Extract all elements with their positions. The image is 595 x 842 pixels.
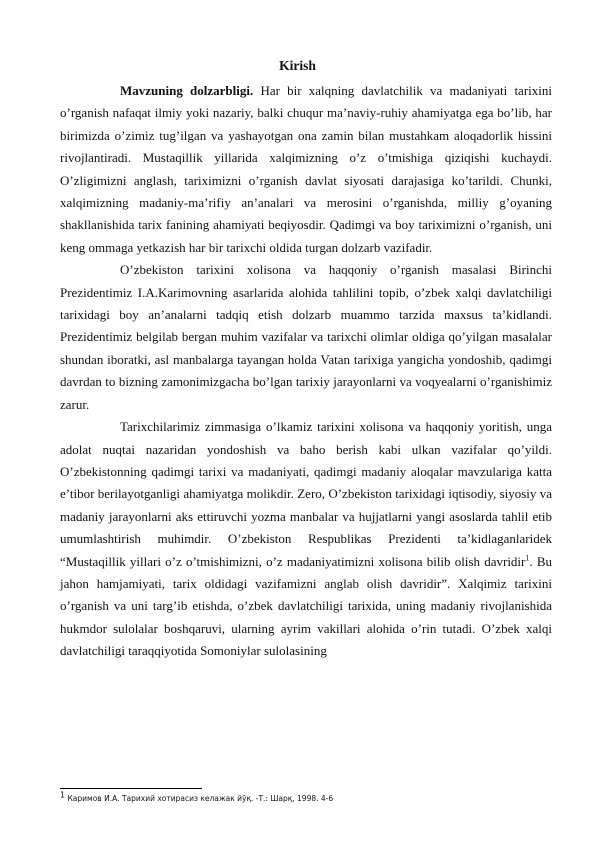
footnote-separator	[60, 788, 202, 789]
paragraph-historians-task	[60, 416, 552, 662]
footnote-mark: 1	[60, 790, 66, 800]
body-text	[60, 80, 552, 663]
paragraph-text: . Bu jahon hamjamiyati, tarix oldidagi vazifamizni anglab olish davridir”. Xalqimiz tarixini o’rganish va uni targ’ib etishda, o’zbek davlatchiligi tarixida, uning madaniy rivojlanishida hukmdor sulolalar boshqaruvi, ularning ayrim vakillari alohida o’rin tutadi. O’zbek xalqi davlatchiligi taraqqiyotida Somoniylar sulolasining	[60, 553, 553, 659]
paragraph-relevance	[60, 80, 552, 259]
paragraph-text: Tarixchilarimiz zimmasiga o’lkamiz tarixini xolisona va haqqoniy yoritish, unga adolat nuqtai nazaridan yondoshish va baho berish kabi ulkan vazifalar qo’yildi. O’zbekistonning qadimgi tarixi va madaniyati, qadimgi madaniy aloqalar mavzulariga katta e’tibor berilayotganligi ahamiyatga molikdir. Zero, O’zbekiston tarixidagi iqtisodiy, siyosiy va madaniy jarayonlarni aks ettiruvchi yozma manbalar va hujjatlarni yangi asoslarda tahlil etib umumlashtirish muhimdir. O’zbekiston Respublikas Prezidenti ta’kidlaganlaridek “Mustaqillik yillari o’z o’tmishimizni, o’z madaniyatimizni xolisona bilib olish davridir	[60, 419, 552, 569]
relevance-heading: Mavzuning dolzarbligi.	[120, 83, 254, 98]
footnote-text: Каримов И.А. Тарихий хотирасиз келажак йўқ. -Т.: Шарқ, 1998. 4-6	[65, 794, 334, 803]
footnote-reference[interactable]: 1	[525, 553, 530, 563]
section-title: Kirish	[279, 58, 316, 73]
paragraph-history-study: O’zbekiston tarixini xolisona va haqqoniy o’rganish masalasi Birinchi Prezidentimiz I.A.Karimovning asarlarida alohida tahlilini topib, o’zbek xalqi davlatchiligi tarixidagi boy an’analarni tadqiq etish dolzarb muammo tarzida maxsus ta’kidlandi. Prezidentimiz belgilab bergan muhim vazifalar va tarixchi olimlar oldiga qo’yilgan masalalar shundan iboratki, asl manbalarga tayangan holda Vatan tarixiga yangicha yondoshib, qadimgi davrdan to bizning zamonimizgacha bo’lgan tarixiy jarayonlarni va voqyealarni o’rganishimiz zarur.	[60, 262, 552, 412]
footnote	[60, 790, 552, 803]
paragraph-text: Har bir xalqning davlatchilik va madaniyati tarixini o’rganish nafaqat ilmiy yoki nazariy, balki chuqur ma’naviy-ruhiy ahamiyatga ega bo’lib, har birimizda o’zimiz tug’ilgan va yashayotgan ona zamin bilan mustahkam aloqadorlik hissini rivojlantiradi. Mustaqillik yillarida xalqimizning o’z o’tmishiga qiziqishi kuchaydi. O’zligimizni anglash, tariximizni o’rganish davlat siyosati darajasiga ko’tarildi. Chunki, xalqimizning madaniy-ma’rifiy an’analari va merosini o’rganishda, milliy g’oyaning shakllanishida tarix fanining ahamiyati beqiyosdir. Qadimgi va boy tariximizni o’rganish, uni keng ommaga yetkazish har bir tarixchi oldida turgan dolzarb vazifadir.	[60, 83, 552, 255]
